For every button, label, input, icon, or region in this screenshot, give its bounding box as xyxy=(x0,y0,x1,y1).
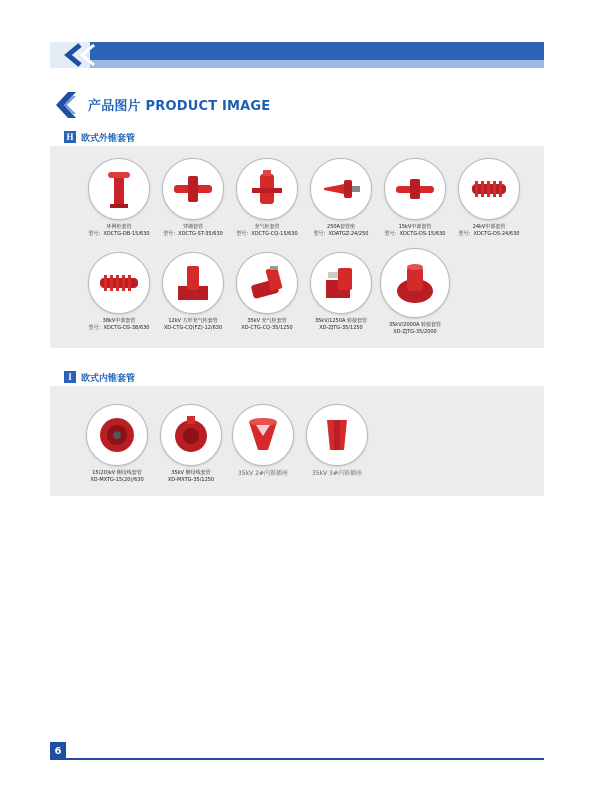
chevron-left-icon xyxy=(50,90,80,120)
product-model: XD-ZJTG-35/1250 xyxy=(319,325,363,331)
product-card xyxy=(153,252,233,332)
footer-rule xyxy=(66,758,544,760)
product-photo xyxy=(380,248,450,318)
product-card xyxy=(449,158,529,238)
product-model: 型号：XDCTG-DB-15/630 xyxy=(88,231,150,237)
product-photo xyxy=(162,252,224,314)
product-name: 250A套管座 xyxy=(327,224,355,230)
product-photo xyxy=(232,404,294,466)
product-model: XD-MXTG-35/1250 xyxy=(167,477,215,483)
product-name: 穿墙套管 xyxy=(182,224,203,230)
product-name: 35kV 3#内锥插座 xyxy=(312,470,362,477)
product-card xyxy=(153,158,233,238)
page-title: 产品图片 PRODUCT IMAGE xyxy=(88,99,271,114)
product-photo xyxy=(236,158,298,220)
product-photo xyxy=(384,158,446,220)
section-label: 欧式外锥套管 xyxy=(81,133,136,144)
product-card xyxy=(223,404,303,478)
product-model: 型号：XDCTG-DS-15/630 xyxy=(384,231,446,237)
product-photo xyxy=(160,404,222,466)
product-photo xyxy=(236,252,298,314)
product-photo xyxy=(88,158,150,220)
product-name: 35kV 侧母线套管 xyxy=(171,470,211,476)
product-card xyxy=(375,158,455,238)
product-card xyxy=(79,252,159,332)
product-photo xyxy=(88,252,150,314)
product-name: 38kV中部套管 xyxy=(102,318,136,324)
outer-products-panel xyxy=(50,146,544,348)
product-model: XD-CTG-CQ-35/1250 xyxy=(241,325,293,331)
inner-products-panel xyxy=(50,386,544,496)
top-banner xyxy=(50,42,544,68)
product-name: 充气柜套管 xyxy=(254,224,280,230)
product-model: 型号：XDCTG-DS-24/630 xyxy=(458,231,520,237)
product-model: 型号：XDCTG-ST-35/630 xyxy=(163,231,223,237)
product-photo xyxy=(306,404,368,466)
product-card xyxy=(375,248,455,336)
product-card xyxy=(227,158,307,238)
product-model: 型号：XDCTG-DS-38/630 xyxy=(88,325,150,331)
section-marker-icon: H xyxy=(64,131,76,143)
product-card xyxy=(227,252,307,332)
product-photo xyxy=(458,158,520,220)
product-card xyxy=(151,404,231,484)
product-model: XD-CTG-CQ(FZ)-12/630 xyxy=(163,325,223,331)
product-name: 环网柜套管 xyxy=(106,224,132,230)
section-heading-outer xyxy=(64,130,135,144)
product-name: 15kV中部套管 xyxy=(398,224,432,230)
page-number: 6 xyxy=(50,742,66,760)
section-heading-inner xyxy=(64,370,135,384)
product-name: 12kV 方形充气柜套管 xyxy=(168,318,218,324)
product-card xyxy=(77,404,157,484)
product-photo xyxy=(310,158,372,220)
section-marker-icon: I xyxy=(64,371,76,383)
product-name: 35kV/1250A 转接套管 xyxy=(314,318,368,324)
product-card xyxy=(301,158,381,238)
product-name: 35kV 2#内锥插座 xyxy=(238,470,288,477)
product-name: 15(20)kV 侧母线套管 xyxy=(92,470,142,476)
product-name: 35kV 充气柜套管 xyxy=(247,318,287,324)
product-card xyxy=(79,158,159,238)
section-label: 欧式内锥套管 xyxy=(81,373,136,384)
product-model: XD-ZJTG-35/2000 xyxy=(393,329,437,335)
product-model: 型号：XDCTG-CQ-15/630 xyxy=(236,231,298,237)
product-photo xyxy=(86,404,148,466)
banner-graphic xyxy=(50,42,544,68)
product-photo xyxy=(162,158,224,220)
product-model: XD-MXTG-15(20)/630 xyxy=(90,477,144,483)
product-card xyxy=(301,252,381,332)
product-photo xyxy=(310,252,372,314)
product-name: 35kV/2000A 转接套管 xyxy=(388,322,442,328)
product-model: 型号：XDATGZ-24/250 xyxy=(313,231,369,237)
product-card xyxy=(297,404,377,478)
product-name: 24kV中部套管 xyxy=(472,224,506,230)
